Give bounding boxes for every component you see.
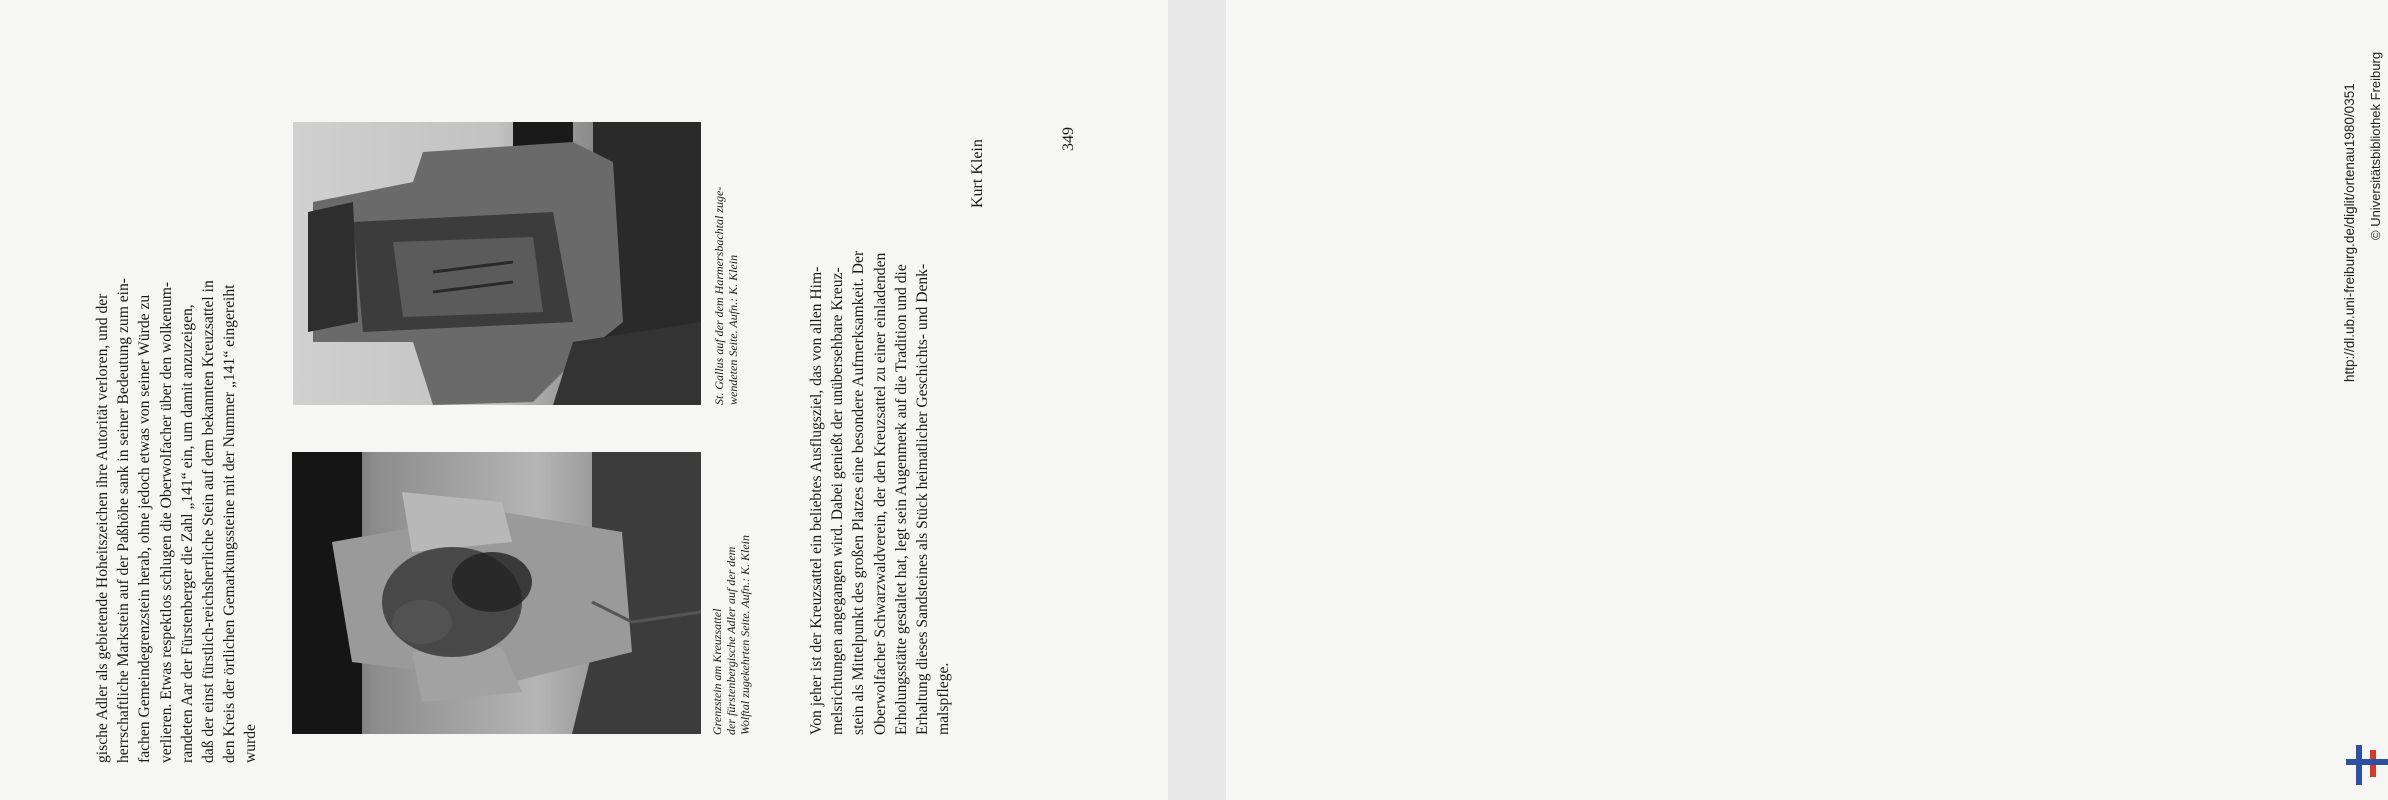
text-line: herrschaftliche Markstein auf der Paßhöhe sank in seiner Bedeutung zum ein- xyxy=(115,278,133,763)
text-line: Erholungsstätte gestaltet hat, legt sein Augenmerk auf die Tradition und die xyxy=(892,264,910,735)
caption-right xyxy=(712,115,740,405)
digitization-sidebar xyxy=(1168,0,2383,800)
caption-line: wendeten Seite. Aufn.: K. Klein xyxy=(726,254,740,405)
ub-freiburg-logo-icon xyxy=(2346,745,2388,785)
caption-line: Wolftal zugekehrten Seite. Aufn.: K. Klein xyxy=(738,535,752,735)
text-line: verlieren. Etwas respektlos schlugen die Oberwolfacher über den wolkenum- xyxy=(157,281,175,763)
caption-line: St. Gallus auf der dem Harmersbachtal zuge- xyxy=(712,186,726,405)
stone-eagle-illustration xyxy=(292,452,701,734)
text-line: melsrichtungen angegangen wird. Dabei genießt der unübersehbare Kreuz- xyxy=(829,267,847,735)
text-line: Oberwolfacher Schwarzwaldverein, der den Kreuzsattel zu einer einladenden xyxy=(871,252,889,735)
photo-st-gallus xyxy=(293,122,701,405)
caption-left xyxy=(710,449,752,735)
paragraph-bottom xyxy=(806,120,954,735)
paragraph-top xyxy=(92,125,262,763)
st-gallus-illustration xyxy=(293,122,701,405)
caption-line: Grenzstein am Kreuzsattel xyxy=(710,608,724,735)
author: Kurt Klein xyxy=(969,139,986,208)
photo-boundary-stone-eagle xyxy=(292,452,701,734)
text-line: daß der einst fürstlich-reichsherrliche Stein auf dem bekannten Kreuzsattel in xyxy=(200,280,218,763)
text-line: randeten Aar der Fürstenberger die Zahl „141“ ein, um damit anzuzeigen, xyxy=(178,304,196,763)
page-number: 349 xyxy=(1060,127,1077,151)
text-line: gische Adler als gebietende Hoheitszeichen ihre Autorität verloren, und der xyxy=(94,293,111,763)
copyright-notice: © Universitätsbibliothek Freiburg xyxy=(2368,51,2383,240)
caption-line: der fürstenbergische Adler auf der dem xyxy=(724,546,738,735)
text-line: wurde xyxy=(242,724,260,763)
text-line: malspflege. xyxy=(935,662,953,735)
text-line: stein als Mittelpunkt des großen Platzes eine besondere Aufmerksamkeit. Der xyxy=(850,250,868,735)
text-line: fachen Gemeindegrenzstein herab, ohne jedoch etwas von seiner Würde zu xyxy=(136,294,154,763)
text-line: Von jeher ist der Kreuzsattel ein beliebtes Ausflugsziel, das von allen Him- xyxy=(808,266,825,735)
source-url[interactable]: http://dl.ub.uni-freiburg.de/diglit/ortenau1980/0351 xyxy=(2342,83,2357,382)
text-line: den Kreis der örtlichen Gemarkungssteine mit der Nummer „141“ eingereiht xyxy=(221,284,239,763)
text-line: Erhaltung dieses Sandsteines als Stück heimatlicher Geschichts- und Denk- xyxy=(914,263,932,735)
